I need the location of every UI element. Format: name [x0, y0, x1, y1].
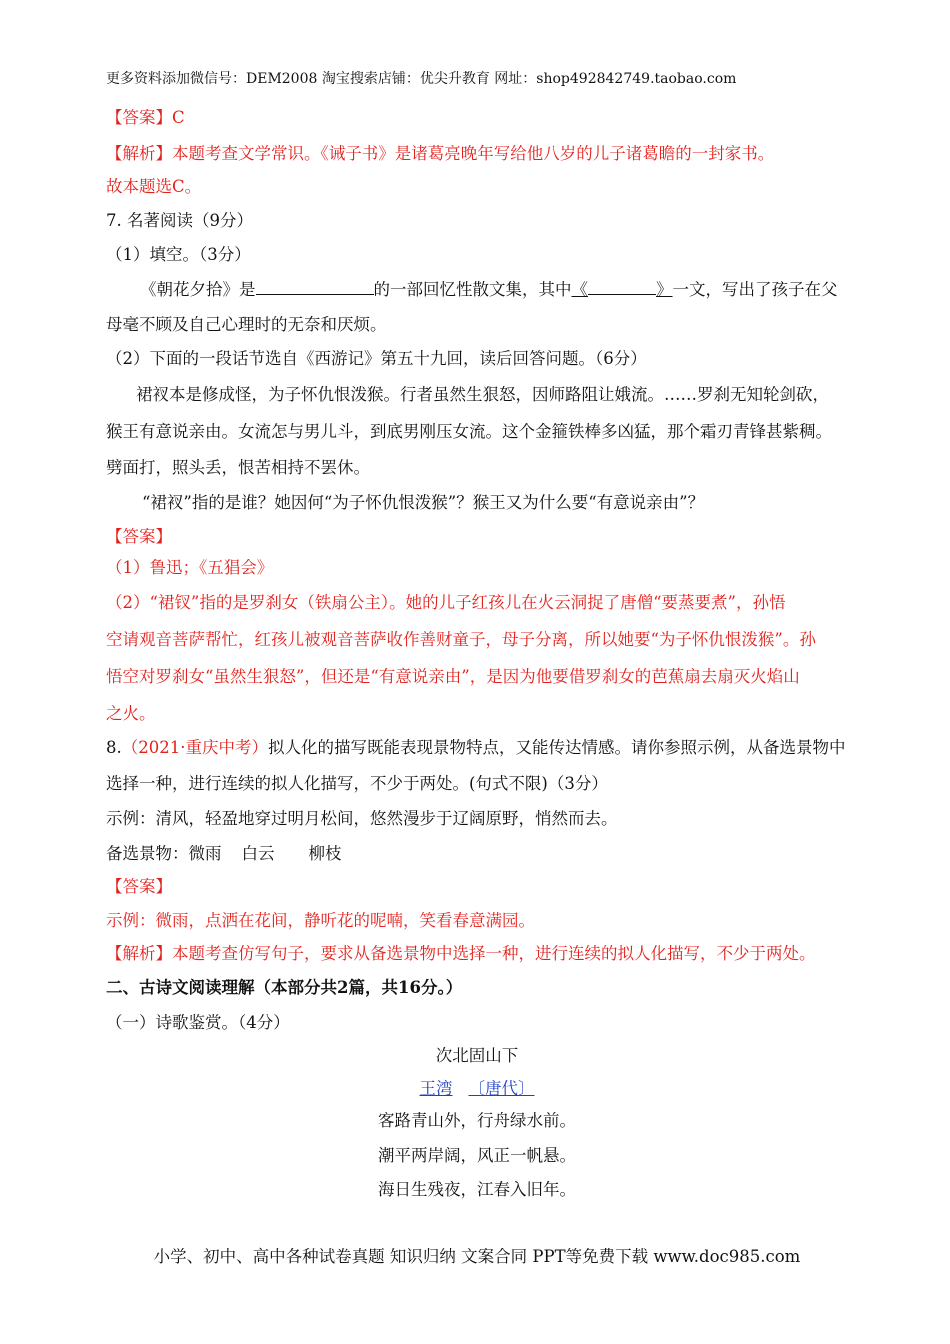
- q7-part1-text-a: 《朝花夕拾》是: [140, 280, 256, 299]
- poem-line-3: 海日生残夜，江春入旧年。: [378, 1180, 576, 1199]
- page-footer: 小学、初中、高中各种试卷真题 知识归纳 文案合同 PPT等免费下载 www.doc985.com: [153, 1247, 801, 1266]
- q8-answer-label: 【答案】: [106, 877, 172, 896]
- q7-answer-label: 【答案】: [106, 527, 172, 546]
- poem-byline: [106, 1078, 848, 1100]
- q8-number: 8.: [106, 738, 122, 757]
- q7-passage-line3: 劈面打，照头丢，恨苦相持不罢休。: [106, 458, 370, 477]
- poem-line-2: 潮平两岸阔，风正一帆悬。: [378, 1146, 576, 1165]
- q8-options: [106, 843, 848, 865]
- q8-options-label: 备选景物：: [106, 844, 189, 863]
- q7-part1-text-e: 一文，写出了孩子在父: [672, 280, 838, 299]
- poem-author-link[interactable]: 王湾: [419, 1079, 453, 1098]
- q7-blank-title: [588, 278, 656, 295]
- q6-conclusion: 故本题选C。: [106, 177, 202, 196]
- q7-part1-text-b: 的一部回忆性散文集，其中: [373, 280, 572, 299]
- poem-line-1: 客路青山外，行舟绿水前。: [378, 1111, 576, 1130]
- q8-option-3: 柳枝: [308, 844, 342, 863]
- q8-source: （2021·重庆中考）: [121, 738, 268, 757]
- q8-line2: 选择一种，进行连续的拟人化描写，不少于两处。(句式不限)（3分）: [106, 774, 608, 793]
- poem-title: 次北固山下: [435, 1046, 519, 1065]
- q7-part2-title: （2）下面的一段话节选自《西游记》第五十九回，读后回答问题。（6分）: [106, 349, 647, 368]
- q8-analysis: 【解析】本题考查仿写句子，要求从备选景物中选择一种，进行连续的拟人化描写，不少于两处。: [106, 944, 816, 963]
- q7-answer2-line4: 之火。: [106, 704, 156, 723]
- q7-passage-line2: 猴王有意说亲由。女流怎与男儿斗，到底男刚压女流。这个金箍铁棒多凶猛，那个霜刃青锋甚紫稠。: [106, 422, 832, 441]
- section2-sub1: （一）诗歌鉴赏。（4分）: [106, 1013, 290, 1032]
- q7-question: “裙衩”指的是谁？她因何“为子怀仇恨泼猴”？猴王又为什么要“有意说亲由”？: [142, 493, 705, 512]
- q7-blank-title-open: 《: [571, 280, 588, 299]
- q7-passage-line1: 裙衩本是修成怪，为子怀仇恨泼猴。行者虽然生狠怒，因师路阻让娥流。……罗刹无知轮剑砍，: [136, 385, 829, 404]
- section2-title: 二、古诗文阅读理解（本部分共2篇，共16分。）: [106, 978, 463, 997]
- q7-blank-author: [256, 278, 374, 295]
- q8-option-1: 微雨: [188, 844, 222, 863]
- q7-answer2-line2: 空请观音菩萨帮忙，红孩儿被观音菩萨收作善财童子，母子分离，所以她要“为子怀仇恨泼猴”。孙: [106, 630, 816, 649]
- q8-line1: [106, 737, 848, 759]
- q7-part1-line2: 母毫不顾及自己心理时的无奈和厌烦。: [106, 315, 387, 334]
- q7-answer2-line1: （2）“裙钗”指的是罗刹女（铁扇公主）。她的儿子红孩儿在火云洞捉了唐僧“要蒸要煮”，孙悟: [106, 593, 786, 612]
- q7-part1-line1: [106, 278, 848, 301]
- poem-dynasty-link[interactable]: 〔唐代〕: [468, 1079, 535, 1098]
- q7-blank-title-close: 》: [656, 280, 673, 299]
- q7-answer1: （1）鲁迅；《五猖会》: [106, 558, 274, 577]
- q7-answer2-line3: 悟空对罗刹女“虽然生狠怒”，但还是“有意说亲由”，是因为他要借罗刹女的芭蕉扇去扇灭火焰山: [106, 667, 800, 686]
- q7-part1-title: （1）填空。（3分）: [106, 245, 251, 264]
- q8-text: 拟人化的描写既能表现景物特点，又能传达情感。请你参照示例，从备选景物中: [268, 738, 846, 757]
- q8-answer: 示例：微雨，点洒在花间，静听花的呢喃，笑看春意满园。: [106, 911, 535, 930]
- q7-title: 7. 名著阅读（9分）: [106, 211, 253, 230]
- q8-example: 示例：清风，轻盈地穿过明月松间，悠然漫步于辽阔原野，悄然而去。: [106, 809, 618, 828]
- page-header: 更多资料添加微信号：DEM2008 淘宝搜索店铺：优尖升教育 网址：shop492842749.taobao.com: [106, 71, 737, 87]
- q6-analysis: 【解析】本题考查文学常识。《诫子书》是诸葛亮晚年写给他八岁的儿子诸葛瞻的一封家书。: [106, 144, 775, 163]
- q6-answer: 【答案】C: [106, 108, 185, 127]
- q8-option-2: 白云: [241, 844, 275, 863]
